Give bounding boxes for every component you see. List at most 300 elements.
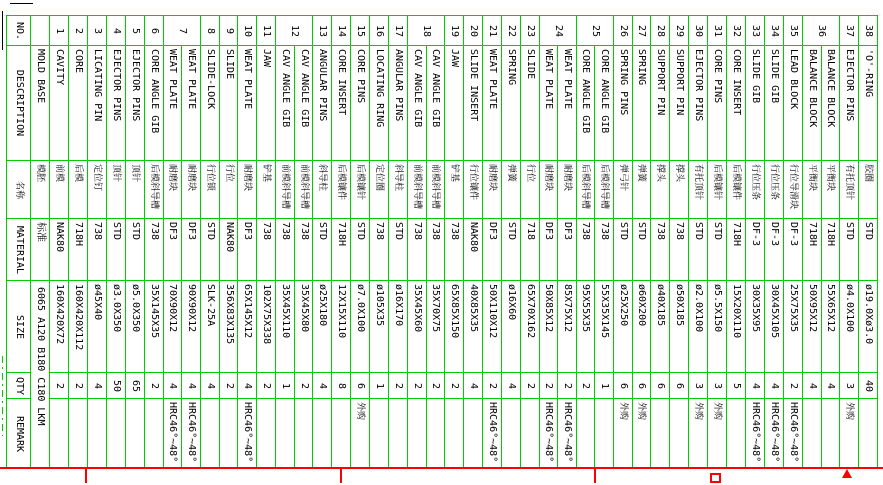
cell-text: ANGULAR PINS xyxy=(393,49,405,122)
cell-text: 35X70X75 xyxy=(430,284,442,333)
cell-material xyxy=(502,219,520,281)
cell-text: 25X75X35 xyxy=(788,284,800,333)
cell-cn-name xyxy=(295,161,312,219)
cell-text: 耐磨块 xyxy=(167,164,178,192)
cell-no xyxy=(502,16,520,46)
cell-cn-name xyxy=(746,161,764,219)
cell-no xyxy=(107,16,125,46)
cell-text: ø3.0X350 xyxy=(110,284,122,333)
cell-text: 前模 xyxy=(53,164,64,183)
cell-no xyxy=(332,16,350,46)
cell-text: 行位压条 xyxy=(769,164,780,201)
cell-text: EJECTOR PINS xyxy=(843,49,855,122)
cell-material xyxy=(445,219,463,281)
cell-text: 738 xyxy=(261,222,273,241)
bom-subrow xyxy=(840,46,858,469)
bom-column-6 xyxy=(145,16,164,469)
bom-subcolumn xyxy=(708,46,726,469)
bom-subcolumn xyxy=(521,46,539,469)
bom-column-15 xyxy=(351,16,370,469)
cell-text: STD xyxy=(617,222,629,241)
cell-qty xyxy=(370,373,388,399)
cell-qty xyxy=(107,373,125,399)
bom-column-23 xyxy=(521,16,540,469)
cell-no xyxy=(464,16,482,46)
cell-cn-name xyxy=(332,161,350,219)
cell-cn-name xyxy=(651,161,669,219)
cell-cn-name xyxy=(483,161,501,219)
cell-size xyxy=(502,281,520,373)
border-tick-mark-3 xyxy=(594,467,596,483)
cell-text: HRC46°~48° xyxy=(750,402,762,463)
cell-remark xyxy=(689,399,707,469)
cell-size xyxy=(577,281,594,373)
cell-cn-name xyxy=(840,161,858,219)
cell-cn-name xyxy=(31,161,49,219)
cell-cn-name xyxy=(257,161,275,219)
cell-qty xyxy=(332,373,350,399)
cell-text: WEAT PLATE xyxy=(561,49,573,110)
cell-text: 4 xyxy=(750,382,762,389)
border-square-mark xyxy=(710,473,721,483)
cell-qty xyxy=(351,373,369,399)
cell-text: 38 xyxy=(862,24,874,37)
cell-cn-name xyxy=(408,161,425,219)
cell-text: LICATING PIN xyxy=(91,49,103,122)
cell-text: 102X75X338 xyxy=(261,284,273,345)
cell-qty xyxy=(859,373,877,399)
cell-text: 2 xyxy=(448,382,460,389)
cell-material xyxy=(558,219,575,281)
cell-text: 85X75X12 xyxy=(561,284,573,333)
cell-remark xyxy=(670,399,688,469)
cell-text: STD xyxy=(693,222,705,241)
cell-text: 后模斜导槽 xyxy=(598,164,609,210)
cell-qty xyxy=(784,373,802,399)
cell-text: ø19.0Xø3.0 xyxy=(862,284,874,345)
cell-text: 模胚 xyxy=(34,164,45,183)
cell-material xyxy=(69,219,87,281)
cell-text: 弹簧 xyxy=(636,164,647,183)
cell-remark xyxy=(859,399,877,469)
bom-column-17 xyxy=(389,16,408,469)
cell-remark xyxy=(220,399,238,469)
cell-text: 738 xyxy=(580,222,592,241)
header-qty-label: QTY xyxy=(13,376,25,395)
cell-text: 7 xyxy=(176,27,188,34)
cell-cn-name xyxy=(351,161,369,219)
cell-text: 外购 xyxy=(355,402,366,421)
cell-text: 铲基 xyxy=(448,164,459,183)
cell-text: LEAD BLOCK xyxy=(788,49,800,110)
sheet-corner-hline xyxy=(10,3,33,4)
bom-subcolumn xyxy=(445,46,463,469)
cell-text: ø25X180 xyxy=(317,284,329,327)
cell-size xyxy=(670,281,688,373)
cell-text: 50X95X12 xyxy=(806,284,818,333)
cell-text: 6 xyxy=(636,382,648,389)
cell-material xyxy=(313,219,331,281)
bom-subcolumn xyxy=(257,46,275,469)
cell-text: 6 xyxy=(148,27,160,34)
cell-size xyxy=(69,281,87,373)
cell-text: 顶针 xyxy=(129,164,140,183)
bom-subcolumn xyxy=(746,46,764,469)
bom-column-28 xyxy=(651,16,670,469)
bom-header-column xyxy=(7,16,31,469)
cell-cn-name xyxy=(765,161,783,219)
cell-size xyxy=(765,281,783,373)
cell-text: 11 xyxy=(261,24,273,37)
cell-material xyxy=(521,219,539,281)
cell-size xyxy=(50,281,68,373)
bom-subcolumn xyxy=(689,46,707,469)
bom-subrow xyxy=(107,46,125,469)
bom-subrow xyxy=(88,46,106,469)
cell-text: 后模镶件 xyxy=(731,164,742,201)
cell-description xyxy=(389,46,407,161)
cell-description xyxy=(840,46,858,161)
cell-remark xyxy=(502,399,520,469)
bom-subrow xyxy=(145,46,163,469)
bom-subrow xyxy=(708,46,726,469)
header-remark-label: REMARK xyxy=(13,415,25,453)
bom-subcolumn xyxy=(840,46,858,469)
bom-subcolumn xyxy=(313,46,331,469)
cell-text: CAV ANGLE GIB xyxy=(280,49,292,128)
cell-size xyxy=(164,281,181,373)
bom-subcolumn xyxy=(276,46,293,469)
bom-subrow xyxy=(727,46,745,469)
cell-cn-name xyxy=(521,161,539,219)
cell-text: 718H xyxy=(336,222,348,247)
cell-no xyxy=(765,16,783,46)
cell-text: 1 xyxy=(374,382,386,389)
cell-size xyxy=(408,281,425,373)
cell-remark xyxy=(784,399,802,469)
cell-text: ø45X40 xyxy=(91,284,103,321)
cell-size xyxy=(483,281,501,373)
cell-text: 外购 xyxy=(712,402,723,421)
cell-no xyxy=(859,16,877,46)
bom-subcolumn xyxy=(31,46,49,469)
cell-cn-name xyxy=(540,161,557,219)
cell-description xyxy=(577,46,594,161)
cell-remark xyxy=(558,399,575,469)
header-cn-name xyxy=(7,161,30,219)
bom-column-7 xyxy=(164,16,201,469)
cell-text: 行位 xyxy=(524,164,535,183)
cell-description xyxy=(295,46,312,161)
cell-text: 6 xyxy=(674,382,686,389)
cell-text: 23 xyxy=(524,24,536,37)
cell-text: 前模斜导槽 xyxy=(411,164,422,210)
bom-subcolumn xyxy=(670,46,688,469)
bom-subcolumn xyxy=(577,46,594,469)
cell-text: 2 xyxy=(788,382,800,389)
cell-text: 4 xyxy=(242,382,254,389)
bom-column-29 xyxy=(670,16,689,469)
cell-description xyxy=(746,46,764,161)
cell-qty xyxy=(840,373,858,399)
bom-column-10 xyxy=(238,16,257,469)
cell-no xyxy=(220,16,238,46)
cell-text: 14 xyxy=(336,24,348,37)
cell-text: WEAT PLATE xyxy=(543,49,555,110)
cell-text: 行位导滑块 xyxy=(788,164,799,210)
cell-text: 8 xyxy=(336,382,348,389)
bom-subrow xyxy=(784,46,802,469)
bom-subrow xyxy=(220,46,238,469)
cell-remark xyxy=(727,399,745,469)
bom-subrow xyxy=(31,46,49,469)
bom-subcolumn xyxy=(181,46,199,469)
cell-text: 后模 xyxy=(72,164,83,183)
cell-no xyxy=(670,16,688,46)
cell-cn-name xyxy=(822,161,839,219)
cell-text: CAV ANGLE GIB xyxy=(298,49,310,128)
cell-description xyxy=(708,46,726,161)
cell-remark xyxy=(238,399,256,469)
cell-no xyxy=(164,16,200,46)
cell-text: SLIDE xyxy=(524,49,536,80)
cell-qty xyxy=(238,373,256,399)
cell-size xyxy=(107,281,125,373)
bom-subcolumn xyxy=(821,46,839,469)
cell-text: 2 xyxy=(223,382,235,389)
cell-description xyxy=(370,46,388,161)
cell-text: CORE PINS xyxy=(712,49,724,104)
bom-subrow xyxy=(313,46,331,469)
cell-description xyxy=(427,46,444,161)
cell-cn-name xyxy=(502,161,520,219)
cell-qty xyxy=(803,373,820,399)
cell-description xyxy=(220,46,238,161)
cell-material xyxy=(595,219,612,281)
cell-no xyxy=(577,16,613,46)
cell-text: 4 xyxy=(91,382,103,389)
bom-subrow xyxy=(164,46,200,469)
cell-size xyxy=(313,281,331,373)
cell-no xyxy=(840,16,858,46)
cell-remark xyxy=(483,399,501,469)
cell-text: 37 xyxy=(843,24,855,37)
cell-text: ø50X185 xyxy=(674,284,686,327)
cell-material xyxy=(257,219,275,281)
cell-size xyxy=(445,281,463,373)
cell-text: 738 xyxy=(91,222,103,241)
cell-cn-name xyxy=(370,161,388,219)
header-description-label: DESCRIPTION xyxy=(13,69,25,137)
bom-column-38 xyxy=(859,16,878,469)
cell-description xyxy=(859,46,877,161)
cell-text: BALANCE BLOCK xyxy=(806,49,818,128)
cell-remark xyxy=(107,399,125,469)
sheet-border-line xyxy=(0,467,883,469)
cell-size xyxy=(689,281,707,373)
cell-size xyxy=(840,281,858,373)
cell-text: 行位 xyxy=(223,164,234,183)
bom-subrow xyxy=(521,46,539,469)
cell-text: 40 xyxy=(862,379,874,392)
cell-remark xyxy=(257,399,275,469)
cell-text: DF-3 xyxy=(769,222,781,247)
bom-column-36 xyxy=(803,16,840,469)
cell-cn-name xyxy=(727,161,745,219)
cell-text: 2 xyxy=(53,382,65,389)
bom-subrow xyxy=(276,46,312,469)
cell-material xyxy=(238,219,256,281)
cell-text: 4 xyxy=(167,382,179,389)
bom-subcolumn xyxy=(408,46,425,469)
cell-text: 2 xyxy=(261,382,273,389)
cell-text: 30X45X105 xyxy=(769,284,781,339)
cell-material xyxy=(803,219,820,281)
cell-qty xyxy=(220,373,238,399)
cell-text: 738 xyxy=(280,222,292,241)
bom-subrow xyxy=(257,46,275,469)
bom-subrow xyxy=(540,46,576,469)
bom-subrow xyxy=(765,46,783,469)
bom-column-19 xyxy=(445,16,464,469)
cell-size xyxy=(145,281,163,373)
cell-text: 标准 xyxy=(34,222,46,242)
cell-size xyxy=(427,281,444,373)
cell-size xyxy=(633,281,651,373)
cell-material xyxy=(351,219,369,281)
bom-column-2 xyxy=(69,16,88,469)
cell-text: STD xyxy=(712,222,724,241)
cell-text: 20 xyxy=(467,24,479,37)
header-qty xyxy=(7,373,30,399)
cell-description xyxy=(614,46,632,161)
cell-no xyxy=(521,16,539,46)
cell-text: 65 xyxy=(129,379,141,392)
cell-text: 6 xyxy=(617,382,629,389)
cell-text: SPRING PINS xyxy=(617,49,629,116)
bom-column-24 xyxy=(540,16,577,469)
cell-text: 前模斜导槽 xyxy=(430,164,441,210)
bom-subrow xyxy=(351,46,369,469)
cell-text: 738 xyxy=(598,222,610,241)
cell-material xyxy=(765,219,783,281)
cell-text: 2 xyxy=(72,27,84,34)
cell-text: 55X65X12 xyxy=(825,284,837,333)
cell-description xyxy=(765,46,783,161)
bom-items xyxy=(31,16,878,469)
cell-qty xyxy=(483,373,501,399)
cell-remark xyxy=(633,399,651,469)
bom-subcolumn xyxy=(651,46,669,469)
cell-description xyxy=(257,46,275,161)
cell-text: ø16X60 xyxy=(505,284,517,321)
cell-text: 40X85X35 xyxy=(467,284,479,333)
cell-text: CORE ANGLE GIB xyxy=(148,49,160,134)
bom-subcolumn xyxy=(426,46,444,469)
bom-subcolumn xyxy=(614,46,632,469)
cell-description xyxy=(31,46,49,161)
cell-remark xyxy=(295,399,312,469)
cell-remark xyxy=(803,399,820,469)
cell-no xyxy=(614,16,632,46)
cell-text: CORE INSERT xyxy=(336,49,348,116)
cell-qty xyxy=(427,373,444,399)
cell-no xyxy=(803,16,839,46)
cell-description xyxy=(483,46,501,161)
cell-text: 4 xyxy=(806,382,818,389)
cell-qty xyxy=(126,373,144,399)
cell-description xyxy=(727,46,745,161)
cell-text: 4 xyxy=(505,382,517,389)
cell-text: STD xyxy=(110,222,122,241)
bom-subrow xyxy=(389,46,407,469)
cell-text: 2 xyxy=(148,382,160,389)
cell-text: 718H xyxy=(825,222,837,247)
cell-text: 撑头 xyxy=(655,164,666,183)
cell-description xyxy=(784,46,802,161)
cell-qty xyxy=(651,373,669,399)
cell-remark xyxy=(351,399,369,469)
cell-description xyxy=(689,46,707,161)
bom-column-1 xyxy=(50,16,69,469)
cell-size xyxy=(276,281,293,373)
cell-size xyxy=(126,281,144,373)
cell-text: 有托顶针 xyxy=(693,164,704,201)
cell-text: 30 xyxy=(693,24,705,37)
cell-qty xyxy=(502,373,520,399)
cell-qty xyxy=(276,373,293,399)
cell-description xyxy=(558,46,575,161)
cell-material xyxy=(88,219,106,281)
cell-cn-name xyxy=(313,161,331,219)
cell-size xyxy=(784,281,802,373)
cell-cn-name xyxy=(614,161,632,219)
cell-size xyxy=(201,281,219,373)
cell-text: HRC46°~48° xyxy=(769,402,781,463)
cell-text: ø7.0X100 xyxy=(355,284,367,333)
cell-cn-name xyxy=(427,161,444,219)
bom-subrow xyxy=(238,46,256,469)
cell-size xyxy=(859,281,877,373)
cell-description xyxy=(803,46,820,161)
cell-text: 耐磨块 xyxy=(561,164,572,192)
bom-subrow xyxy=(502,46,520,469)
cell-text: DF3 xyxy=(185,222,197,241)
cell-qty xyxy=(295,373,312,399)
cell-qty xyxy=(389,373,407,399)
bom-subcolumn xyxy=(784,46,802,469)
cell-no xyxy=(784,16,802,46)
cell-text: EJECTOR PINS xyxy=(693,49,705,122)
cell-text: 耐磨块 xyxy=(486,164,497,192)
cell-material xyxy=(389,219,407,281)
cell-size xyxy=(220,281,238,373)
cell-text: 斜导柱 xyxy=(317,164,328,192)
cell-cn-name xyxy=(201,161,219,219)
cell-cn-name xyxy=(182,161,199,219)
bom-subcolumn xyxy=(464,46,482,469)
cell-cn-name xyxy=(88,161,106,219)
cell-no xyxy=(408,16,444,46)
bom-subcolumn xyxy=(164,46,181,469)
cell-text: CAV ANGLE GIB xyxy=(430,49,442,128)
cell-text: HRC46°~48° xyxy=(543,402,555,463)
cell-text: 2 xyxy=(486,382,498,389)
cell-text: 2 xyxy=(430,382,442,389)
bom-subcolumn xyxy=(502,46,520,469)
cell-text: 35X45X60 xyxy=(411,284,423,333)
cell-text: ø5.5X150 xyxy=(712,284,724,333)
